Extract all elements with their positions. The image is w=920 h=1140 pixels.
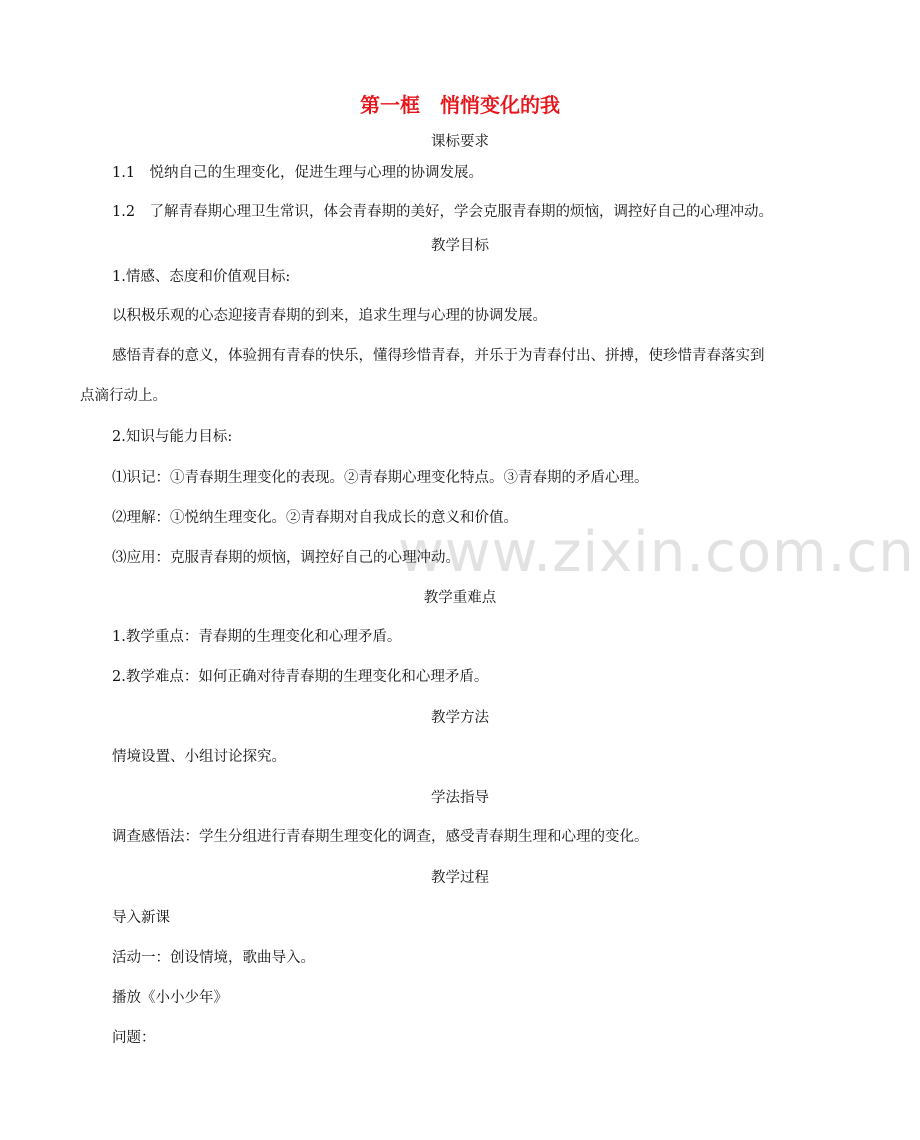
study-item-1: 调查感悟法：学生分组进行青春期生理变化的调查，感受青春期生理和心理的变化。 bbox=[112, 829, 649, 845]
section-heading-process: 教学过程 bbox=[431, 870, 489, 886]
section-heading-curriculum: 课标要求 bbox=[431, 134, 489, 150]
goals-item-1b-line2: 点滴行动上。 bbox=[80, 388, 167, 404]
goals-item-2c: ⑶应用：克服青春期的烦恼，调控好自己的心理冲动。 bbox=[112, 550, 460, 566]
process-item-4: 问题： bbox=[112, 1030, 156, 1046]
process-item-1: 导入新课 bbox=[112, 910, 170, 926]
goals-item-1a: 以积极乐观的心态迎接青春期的到来，追求生理与心理的协调发展。 bbox=[112, 308, 547, 324]
section-heading-method: 教学方法 bbox=[431, 710, 489, 726]
process-item-2: 活动一：创设情境，歌曲导入。 bbox=[112, 950, 315, 966]
section-heading-study: 学法指导 bbox=[431, 790, 489, 806]
goals-item-2b: ⑵理解：①悦纳生理变化。②青春期对自我成长的意义和价值。 bbox=[112, 510, 518, 526]
page-title: 第一框 悄悄变化的我 bbox=[360, 93, 560, 117]
watermark: www.zixin.com.cn bbox=[398, 520, 915, 585]
goals-item-2: 2.知识与能力目标: bbox=[112, 429, 233, 445]
goals-item-1b-line1: 感悟青春的意义，体验拥有青春的快乐，懂得珍惜青春，并乐于为青春付出、拼搏，使珍惜青春落实到 bbox=[112, 348, 765, 364]
goals-item-1: 1.情感、态度和价值观目标: bbox=[112, 269, 291, 285]
process-item-3: 播放《小小少年》 bbox=[112, 990, 228, 1006]
curriculum-item-1: 1.1 悦纳自己的生理变化，促进生理与心理的协调发展。 bbox=[112, 165, 484, 181]
method-item-1: 情境设置、小组讨论探究。 bbox=[112, 749, 286, 765]
key-point-1: 1.教学重点：青春期的生理变化和心理矛盾。 bbox=[112, 629, 402, 645]
goals-item-2a: ⑴识记：①青春期生理变化的表现。②青春期心理变化特点。③青春期的矛盾心理。 bbox=[112, 470, 649, 486]
curriculum-item-2: 1.2 了解青春期心理卫生常识，体会青春期的美好，学会克服青春期的烦恼，调控好自己的心理冲动。 bbox=[112, 204, 774, 220]
section-heading-key-points: 教学重难点 bbox=[423, 590, 497, 606]
section-heading-goals: 教学目标 bbox=[431, 238, 489, 254]
key-point-2: 2.教学难点：如何正确对待青春期的生理变化和心理矛盾。 bbox=[112, 669, 489, 685]
